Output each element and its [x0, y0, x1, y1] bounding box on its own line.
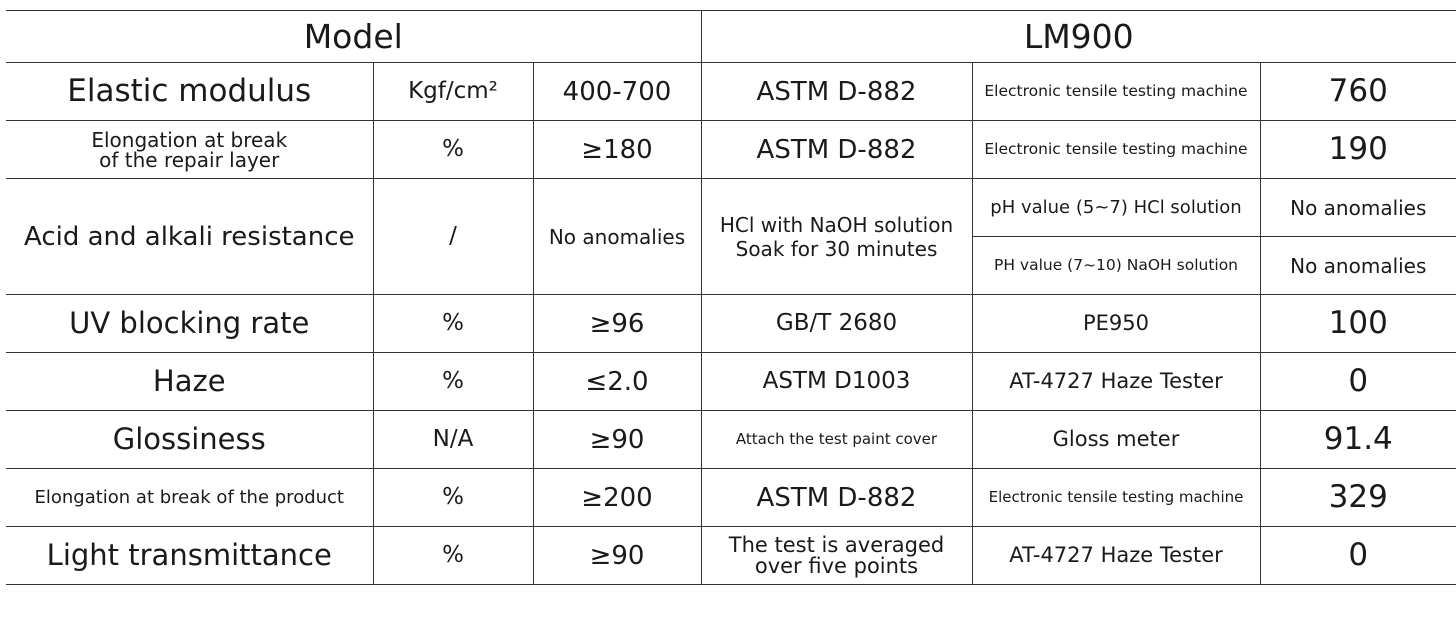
property-cell: Glossiness	[6, 411, 373, 469]
instrument-cell: AT-4727 Haze Tester	[972, 353, 1260, 411]
instrument-cell: pH value (5~7) HCl solution	[972, 179, 1260, 237]
unit-cell: %	[373, 353, 533, 411]
instrument-cell: PH value (7~10) NaOH solution	[972, 237, 1260, 295]
instrument-cell: Electronic tensile testing machine	[972, 469, 1260, 527]
standard-cell: ≥90	[533, 527, 701, 585]
method-line-1: The test is averaged	[728, 532, 945, 557]
table-row	[6, 295, 1456, 353]
standard-cell: ≥180	[533, 121, 701, 179]
unit-cell: %	[373, 527, 533, 585]
method-cell	[701, 527, 972, 585]
method-line-2: over five points	[754, 553, 919, 578]
standard-cell: ≥96	[533, 295, 701, 353]
property-cell: Elongation at break of the product	[6, 469, 373, 527]
method-cell	[701, 179, 972, 295]
unit-cell: %	[373, 295, 533, 353]
property-cell: Elastic modulus	[6, 63, 373, 121]
property-cell: Haze	[6, 353, 373, 411]
method-line-2: Soak for 30 minutes	[735, 236, 938, 261]
method-cell: GB/T 2680	[701, 295, 972, 353]
result-cell: 329	[1260, 469, 1456, 527]
property-cell	[6, 121, 373, 179]
method-cell: ASTM D-882	[701, 63, 972, 121]
result-cell: No anomalies	[1260, 179, 1456, 237]
method-cell: Attach the test paint cover	[701, 411, 972, 469]
instrument-cell: Electronic tensile testing machine	[972, 121, 1260, 179]
standard-cell: No anomalies	[533, 179, 701, 295]
table-row	[6, 353, 1456, 411]
table-row	[6, 63, 1456, 121]
property-line-1: Elongation at break	[91, 127, 288, 152]
spec-table	[6, 10, 1456, 585]
method-line-1: HCl with NaOH solution	[719, 212, 954, 237]
instrument-cell: Gloss meter	[972, 411, 1260, 469]
instrument-cell: Electronic tensile testing machine	[972, 63, 1260, 121]
table-row	[6, 469, 1456, 527]
model-label: Model	[6, 11, 701, 63]
result-cell: 91.4	[1260, 411, 1456, 469]
unit-cell: N/A	[373, 411, 533, 469]
standard-cell: ≥200	[533, 469, 701, 527]
method-cell: ASTM D-882	[701, 469, 972, 527]
instrument-cell: AT-4727 Haze Tester	[972, 527, 1260, 585]
standard-cell: ≤2.0	[533, 353, 701, 411]
property-line-2: of the repair layer	[99, 147, 280, 172]
property-cell: UV blocking rate	[6, 295, 373, 353]
property-cell: Light transmittance	[6, 527, 373, 585]
unit-cell: %	[373, 469, 533, 527]
result-cell: 100	[1260, 295, 1456, 353]
instrument-cell: PE950	[972, 295, 1260, 353]
table-row	[6, 527, 1456, 585]
header-row	[6, 11, 1456, 63]
table-row	[6, 179, 1456, 237]
method-cell: ASTM D-882	[701, 121, 972, 179]
model-value: LM900	[701, 11, 1456, 63]
result-cell: 760	[1260, 63, 1456, 121]
result-cell: 0	[1260, 527, 1456, 585]
property-cell: Acid and alkali resistance	[6, 179, 373, 295]
unit-cell: %	[373, 121, 533, 179]
result-cell: 190	[1260, 121, 1456, 179]
standard-cell: ≥90	[533, 411, 701, 469]
table-row	[6, 121, 1456, 179]
result-cell: 0	[1260, 353, 1456, 411]
unit-cell: /	[373, 179, 533, 295]
unit-cell: Kgf/cm²	[373, 63, 533, 121]
standard-cell: 400-700	[533, 63, 701, 121]
result-cell: No anomalies	[1260, 237, 1456, 295]
method-cell: ASTM D1003	[701, 353, 972, 411]
table-row	[6, 411, 1456, 469]
